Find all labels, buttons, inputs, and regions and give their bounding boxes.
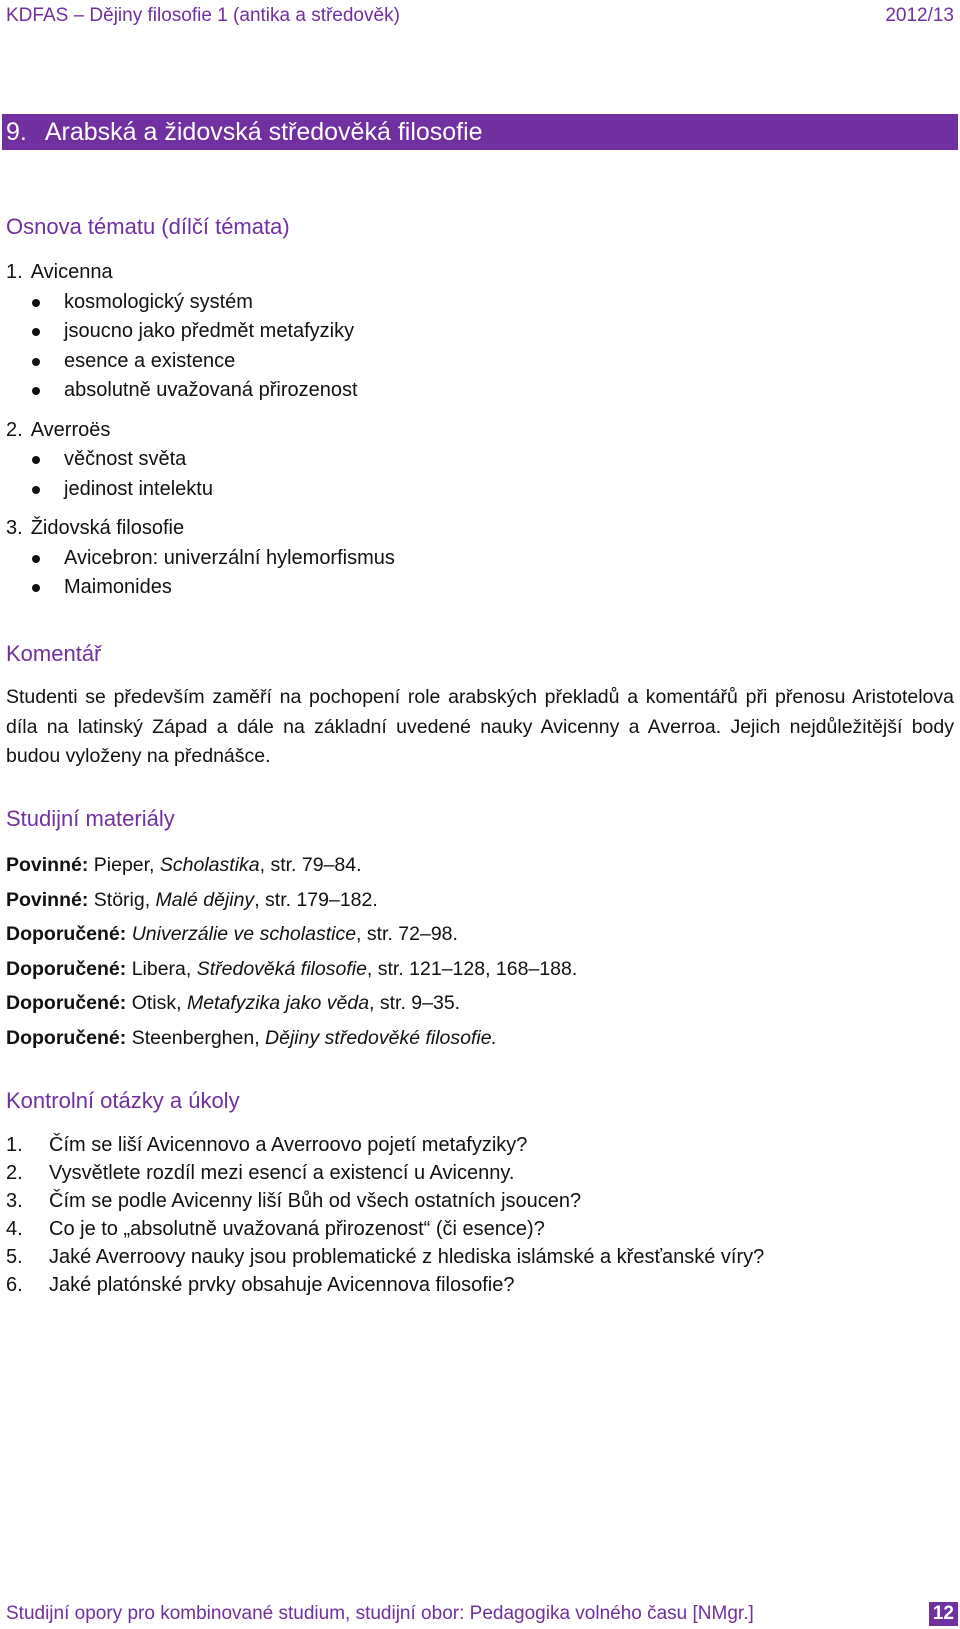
- material-type: Doporučené:: [6, 923, 127, 945]
- question-number: 4.: [6, 1218, 23, 1240]
- bullet-icon: [32, 358, 40, 366]
- bullet-icon: [32, 555, 40, 563]
- question-item: [6, 1159, 764, 1187]
- list-item-text: jsoucno jako předmět metafyziky: [64, 320, 355, 342]
- material-title: Středověká filosofie: [196, 957, 367, 980]
- question-number: 2.: [6, 1162, 23, 1184]
- materials-list: [6, 848, 577, 1055]
- question-text: Vysvětlete rozdíl mezi esencí a existencí u Avicenny.: [49, 1162, 515, 1184]
- material-title: Univerzálie ve scholastice: [131, 923, 357, 945]
- bullet-icon: [32, 584, 40, 592]
- comment-text: Studenti se především zaměří na pochopení role arabských překladů a komentářů při přenosu Aristotelova díla na latinský Západ a dále na základní uvedené nauky Avicenny a Averroa. Jejich nejdůležitější body budou vyloženy na přednášce.: [6, 686, 954, 767]
- list-item: [6, 317, 395, 347]
- list-item: [6, 347, 395, 377]
- section-title: Židovská filosofie: [30, 517, 185, 539]
- material-item: [6, 1021, 577, 1056]
- material-author: Steenberghen,: [131, 1026, 266, 1049]
- material-author: Otisk,: [131, 992, 187, 1014]
- material-item: [6, 848, 577, 883]
- list-item-text: Avicebron: univerzální hylemorfismus: [64, 546, 395, 569]
- bullet-icon: [32, 299, 40, 307]
- academic-year: 2012/13: [885, 5, 954, 26]
- question-number: 6.: [6, 1274, 23, 1296]
- list-item-text: kosmologický systém: [64, 290, 253, 313]
- list-item-text: esence a existence: [64, 349, 236, 372]
- chapter-title-bar: [2, 114, 958, 150]
- material-type: Doporučené:: [6, 992, 127, 1014]
- section-number: 1.: [6, 261, 23, 283]
- outline-section: [6, 416, 395, 446]
- material-title: Metafyzika jako věda: [186, 992, 370, 1014]
- section-number: 3.: [6, 517, 23, 539]
- chapter-number: 9.: [6, 118, 27, 146]
- outline-heading: Osnova tématu (dílčí témata): [6, 214, 290, 239]
- material-item: [6, 883, 577, 918]
- material-pages: , str. 72–98.: [356, 923, 458, 945]
- outline-list: [6, 258, 395, 603]
- question-text: Čím se liší Avicennovo a Averroovo pojetí metafyziky?: [49, 1134, 528, 1156]
- footer-text: Studijní opory pro kombinované studium, studijní obor: Pedagogika volného času [NMgr.]: [6, 1603, 754, 1624]
- list-item: [6, 544, 395, 574]
- list-item: [6, 475, 395, 505]
- question-item: [6, 1187, 764, 1215]
- question-text: Jaké Averroovy nauky jsou problematické z hlediska islámské a křesťanské víry?: [49, 1246, 765, 1268]
- page-header: [6, 4, 954, 28]
- question-number: 3.: [6, 1190, 23, 1212]
- material-item: [6, 986, 577, 1021]
- material-type: Povinné:: [6, 854, 89, 876]
- outline-section: [6, 258, 395, 288]
- list-item: [6, 445, 395, 475]
- comment-heading: Komentář: [6, 641, 102, 666]
- material-item: [6, 917, 577, 952]
- material-title: Dějiny středověké filosofie.: [265, 1026, 497, 1049]
- bullet-icon: [32, 456, 40, 464]
- bullet-icon: [32, 328, 40, 336]
- list-item-text: absolutně uvažovaná přirozenost: [64, 379, 358, 401]
- question-text: Co je to „absolutně uvažovaná přirozenost“ (či esence)?: [49, 1218, 545, 1240]
- list-item-text: věčnost světa: [64, 448, 187, 470]
- list-item: [6, 376, 395, 406]
- material-title: Malé dějiny: [155, 888, 255, 911]
- bullet-icon: [32, 387, 40, 395]
- page-number: 12: [929, 1602, 958, 1626]
- list-item: [6, 573, 395, 603]
- question-text: Čím se podle Avicenny liší Bůh od všech ostatních jsoucen?: [49, 1190, 582, 1212]
- section-title: Averroës: [30, 418, 111, 441]
- question-number: 5.: [6, 1246, 23, 1268]
- materials-heading: Studijní materiály: [6, 806, 175, 831]
- chapter-title: Arabská a židovská středověká filosofie: [44, 118, 483, 146]
- material-author: Störig,: [93, 888, 156, 911]
- list-item-text: Maimonides: [64, 576, 172, 598]
- section-title: Avicenna: [30, 261, 113, 283]
- list-item-text: jedinost intelektu: [64, 477, 213, 500]
- questions-list: [6, 1131, 764, 1299]
- material-pages: , str. 179–182.: [254, 888, 378, 911]
- material-type: Povinné:: [6, 888, 89, 911]
- question-number: 1.: [6, 1134, 23, 1156]
- questions-heading: Kontrolní otázky a úkoly: [6, 1088, 240, 1113]
- material-pages: , str. 9–35.: [369, 992, 461, 1014]
- outline-section: [6, 514, 395, 544]
- material-item: [6, 952, 577, 987]
- material-pages: , str. 121–128, 168–188.: [366, 957, 578, 980]
- section-number: 2.: [6, 418, 23, 441]
- question-item: [6, 1131, 764, 1159]
- question-text: Jaké platónské prvky obsahuje Avicennova filosofie?: [49, 1274, 515, 1296]
- course-title: KDFAS – Dějiny filosofie 1 (antika a středověk): [6, 5, 400, 26]
- material-pages: , str. 79–84.: [259, 854, 362, 876]
- list-item: [6, 288, 395, 318]
- bullet-icon: [32, 486, 40, 494]
- material-type: Doporučené:: [6, 1026, 127, 1049]
- material-author: Libera,: [131, 957, 197, 980]
- material-author: Pieper,: [93, 854, 160, 876]
- question-item: [6, 1215, 764, 1243]
- material-type: Doporučené:: [6, 957, 127, 980]
- question-item: [6, 1243, 764, 1271]
- question-item: [6, 1271, 764, 1299]
- material-title: Scholastika: [159, 854, 260, 876]
- page-footer: [6, 1602, 958, 1626]
